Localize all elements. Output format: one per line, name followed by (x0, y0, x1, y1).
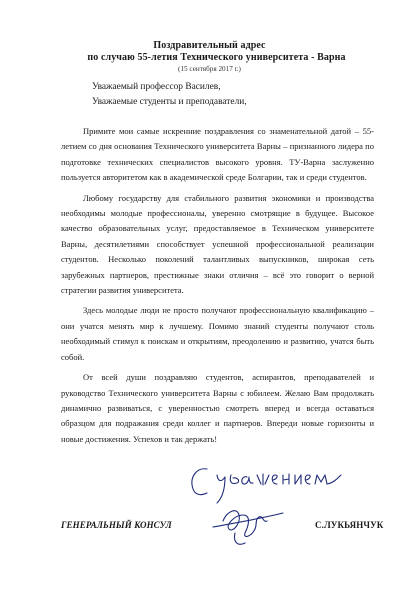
salutation-line2: Уважаемые студенты и преподаватели, (92, 96, 247, 107)
paragraph-1: Примите мои самые искренние поздравления со знаменательной датой – 55-летием со дня основания Технического университета Варны – признанного лидера по подготовке технических специалистов высокого уровня. ТУ-Варна заслуженно пользуется авторитетом как в академической среде Болгарии, так и среди студентов. (61, 126, 374, 183)
letter-header (0, 40, 419, 74)
paragraph-2: Любому государству для стабильного развития экономики и производства необходимы молодые профессионалы, уверенно смотрящие в будущее. Высокое качество образовательных услуг, предоставляемое в Техническом университете Варны, десятилетиями способствует успешной профессиональной реализации студентов. Несколько поколений талантливых выпускников, широкая сеть зарубежных партнеров, престижные знаки отличия – всё это говорит о верной стратегии развития университета. (61, 192, 374, 296)
letter-title-line2: по случаю 55-летия Технического университета - Варна (87, 52, 346, 63)
signatory-position: ГЕНЕРАЛЬНЫЙ КОНСУЛ (61, 520, 172, 530)
letter-date: (15 сентября 2017 г.) (178, 65, 241, 73)
salutation-line1: Уважаемый профессор Василев, (92, 82, 221, 92)
letter-title-line1: Поздравительный адрес (153, 40, 266, 51)
handwritten-signature (185, 463, 345, 553)
salutation (92, 80, 247, 109)
paragraph-3: Здесь молодые люди не просто получают профессиональную квалификацию – они учатся менять мир к лучшему. Помимо знаний студенты получают столь необходимый стимул к поискам и открытиям, преодолению и развитию, учатся быть собой. (61, 305, 374, 362)
letter-body (61, 124, 374, 452)
signatory-name: С.ЛУКЬЯНЧУК (315, 520, 384, 530)
paragraph-4: От всей души поздравляю студентов, аспирантов, преподавателей и руководство Технического университета Варны с юбилеем. Желаю Вам продолжать динамично развиваться, с уверенностью смотреть вперед и всегда оставаться образцом для подражания среди коллег и партнеров. Впереди новые горизонты и новые достижения. Успехов и так держать! (61, 372, 374, 444)
